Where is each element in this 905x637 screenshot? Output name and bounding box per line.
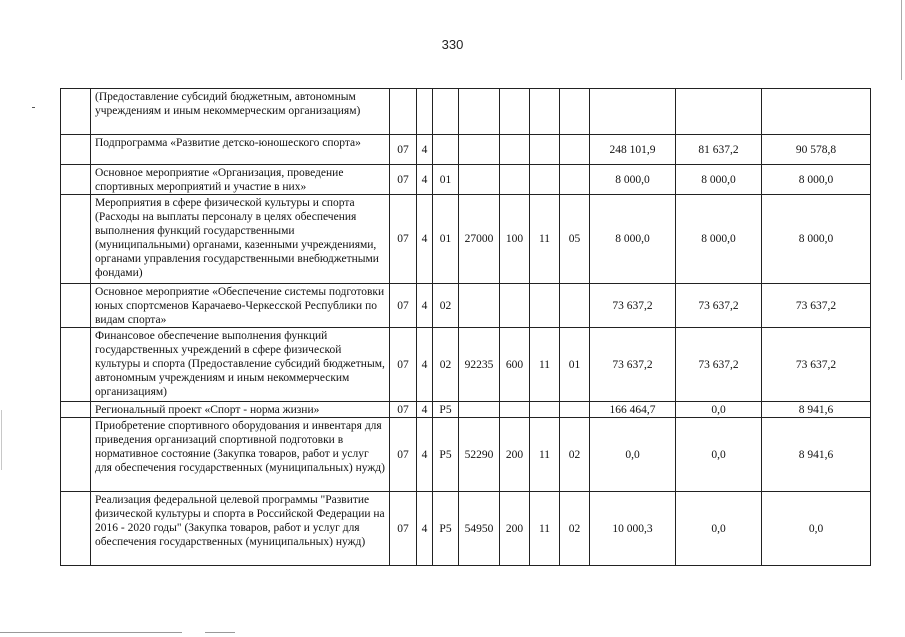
amount-year-2: 73 637,2 (676, 284, 762, 328)
subgroup-code: 02 (560, 492, 590, 566)
item-name: Основное мероприятие «Организация, проведение спортивных мероприятий и участие в них» (91, 165, 390, 195)
table-row (61, 328, 871, 402)
section-code: 07 (390, 284, 417, 328)
expense-type-code (500, 284, 530, 328)
expense-type-code: 200 (500, 492, 530, 566)
amount-year-2: 0,0 (676, 492, 762, 566)
amount-year-2: 8 000,0 (676, 195, 762, 284)
table-row (61, 165, 871, 195)
program-code (433, 135, 459, 165)
subgroup-code (560, 89, 590, 135)
scan-edge-line (0, 632, 182, 633)
blank-cell (61, 418, 91, 492)
section-code (390, 89, 417, 135)
amount-year-2: 8 000,0 (676, 165, 762, 195)
blank-cell (61, 402, 91, 418)
subsection-code: 4 (417, 418, 433, 492)
item-name: Реализация федеральной целевой программы "Развитие физической культуры и спорта в Российской Федерации на 2016 - 2020 годы" (Закупка товаров, работ и услуг для обеспечения государственных (муниципальных) нужд) (91, 492, 390, 566)
group-code: 11 (530, 195, 560, 284)
amount-year-2: 73 637,2 (676, 328, 762, 402)
subsection-code: 4 (417, 328, 433, 402)
item-name: Приобретение спортивного оборудования и инвентаря для приведения организаций спортивной подготовки в нормативное состояние (Закупка товаров, работ и услуг для обеспечения государственных (муниципальных) нужд) (91, 418, 390, 492)
amount-year-3: 8 000,0 (762, 195, 871, 284)
expense-type-code (500, 165, 530, 195)
group-code: 11 (530, 418, 560, 492)
expense-type-code: 200 (500, 418, 530, 492)
direction-code (459, 165, 500, 195)
section-code: 07 (390, 492, 417, 566)
amount-year-3: 73 637,2 (762, 328, 871, 402)
direction-code: 27000 (459, 195, 500, 284)
group-code (530, 402, 560, 418)
subsection-code: 4 (417, 402, 433, 418)
amount-year-2: 81 637,2 (676, 135, 762, 165)
amount-year-3: 8 941,6 (762, 402, 871, 418)
amount-year-1: 166 464,7 (590, 402, 676, 418)
amount-year-1: 10 000,3 (590, 492, 676, 566)
amount-year-2: 0,0 (676, 418, 762, 492)
subgroup-code (560, 284, 590, 328)
table-row (61, 492, 871, 566)
amount-year-1: 8 000,0 (590, 195, 676, 284)
subsection-code: 4 (417, 135, 433, 165)
item-name: Основное мероприятие «Обеспечение системы подготовки юных спортсменов Карачаево-Черкесской Республики по видам спорта» (91, 284, 390, 328)
blank-cell (61, 135, 91, 165)
subgroup-code: 02 (560, 418, 590, 492)
amount-year-3: 8 000,0 (762, 165, 871, 195)
direction-code: 92235 (459, 328, 500, 402)
table-row (61, 418, 871, 492)
subsection-code (417, 89, 433, 135)
subgroup-code: 05 (560, 195, 590, 284)
subgroup-code (560, 165, 590, 195)
item-name: Финансовое обеспечение выполнения функций государственных учреждений в сфере физической культуры и спорта (Предоставление субсидий бюджетным, автономным учреждениям и иным некоммерческим организациям) (91, 328, 390, 402)
group-code (530, 135, 560, 165)
program-code: 02 (433, 284, 459, 328)
section-code: 07 (390, 328, 417, 402)
item-name: Региональный проект «Спорт - норма жизни» (91, 402, 390, 418)
program-code: P5 (433, 402, 459, 418)
subsection-code: 4 (417, 195, 433, 284)
item-name: (Предоставление субсидий бюджетным, автономным учреждениям и иным некоммерческим организациям) (91, 89, 390, 135)
program-code: P5 (433, 492, 459, 566)
group-code: 11 (530, 328, 560, 402)
expense-type-code (500, 89, 530, 135)
table-row (61, 195, 871, 284)
program-code: 02 (433, 328, 459, 402)
section-code: 07 (390, 402, 417, 418)
budget-table (60, 88, 871, 566)
amount-year-1: 248 101,9 (590, 135, 676, 165)
amount-year-3: 0,0 (762, 492, 871, 566)
subgroup-code (560, 135, 590, 165)
direction-code (459, 284, 500, 328)
table-row (61, 402, 871, 418)
amount-year-2: 0,0 (676, 402, 762, 418)
expense-type-code (500, 135, 530, 165)
section-code: 07 (390, 195, 417, 284)
blank-cell (61, 492, 91, 566)
amount-year-1: 8 000,0 (590, 165, 676, 195)
blank-cell (61, 328, 91, 402)
item-name: Мероприятия в сфере физической культуры и спорта (Расходы на выплаты персоналу в целях обеспечения выполнения функций государственными (муниципальными) органами, казенными учреждениями, органами управления государственными внебюджетными фондами) (91, 195, 390, 284)
amount-year-3: 73 637,2 (762, 284, 871, 328)
item-name: Подпрограмма «Развитие детско-юношеского спорта» (91, 135, 390, 165)
blank-cell (61, 89, 91, 135)
blank-cell (61, 165, 91, 195)
amount-year-3: 90 578,8 (762, 135, 871, 165)
section-code: 07 (390, 165, 417, 195)
table-row (61, 135, 871, 165)
direction-code (459, 135, 500, 165)
blank-cell (61, 195, 91, 284)
amount-year-1: 73 637,2 (590, 328, 676, 402)
program-code: 01 (433, 195, 459, 284)
subgroup-code (560, 402, 590, 418)
subsection-code: 4 (417, 165, 433, 195)
subsection-code: 4 (417, 492, 433, 566)
program-code: P5 (433, 418, 459, 492)
direction-code: 52290 (459, 418, 500, 492)
program-code: 01 (433, 165, 459, 195)
expense-type-code: 600 (500, 328, 530, 402)
section-code: 07 (390, 135, 417, 165)
table-row (61, 89, 871, 135)
amount-year-2 (676, 89, 762, 135)
program-code (433, 89, 459, 135)
direction-code (459, 402, 500, 418)
scan-edge-line (205, 632, 235, 633)
group-code (530, 284, 560, 328)
amount-year-3 (762, 89, 871, 135)
amount-year-1: 0,0 (590, 418, 676, 492)
subsection-code: 4 (417, 284, 433, 328)
blank-cell (61, 284, 91, 328)
section-code: 07 (390, 418, 417, 492)
expense-type-code: 100 (500, 195, 530, 284)
direction-code: 54950 (459, 492, 500, 566)
table-row (61, 284, 871, 328)
group-code (530, 165, 560, 195)
scan-edge-line (901, 0, 902, 80)
amount-year-1 (590, 89, 676, 135)
group-code (530, 89, 560, 135)
amount-year-1: 73 637,2 (590, 284, 676, 328)
direction-code (459, 89, 500, 135)
group-code: 11 (530, 492, 560, 566)
expense-type-code (500, 402, 530, 418)
subgroup-code: 01 (560, 328, 590, 402)
scan-mark (32, 107, 35, 108)
scan-edge-line (1, 410, 2, 470)
page-number: 330 (441, 37, 464, 52)
amount-year-3: 8 941,6 (762, 418, 871, 492)
